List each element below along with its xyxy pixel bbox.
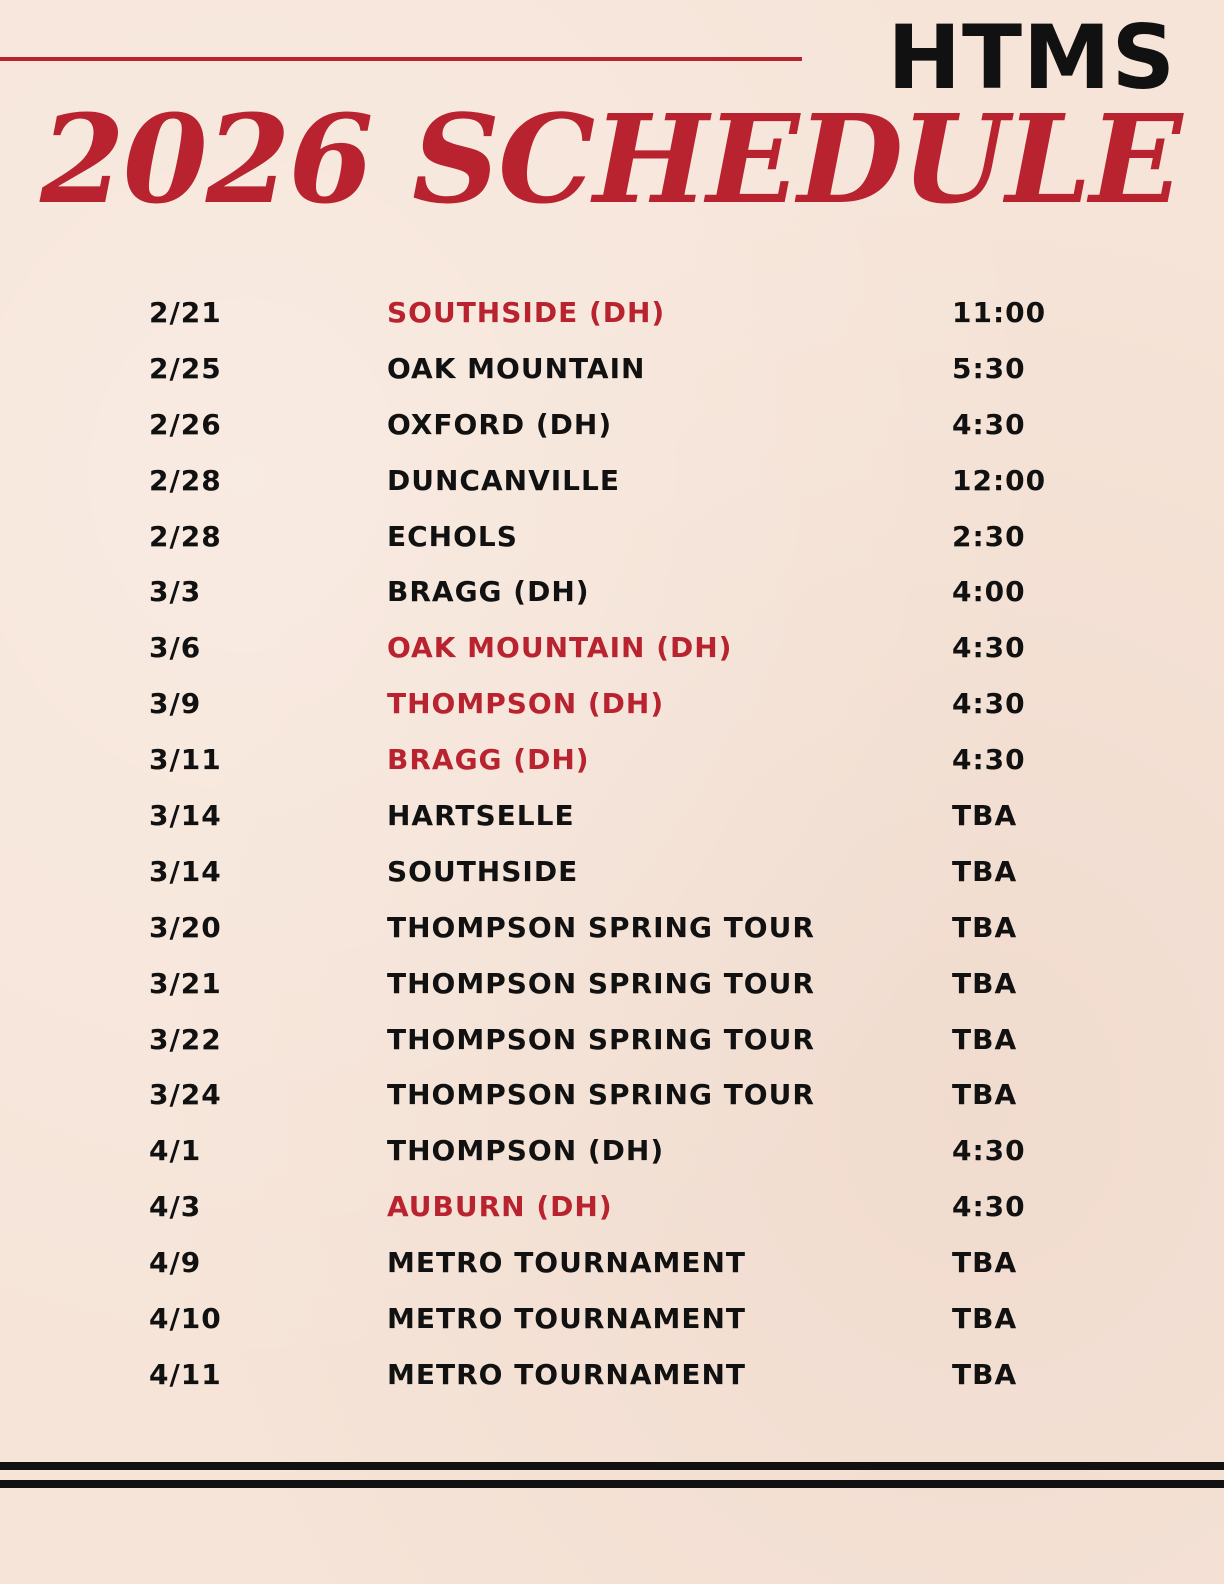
schedule-row <box>149 682 1089 738</box>
game-opponent: OAK MOUNTAIN <box>387 351 646 385</box>
schedule-row <box>149 1129 1089 1185</box>
game-time: TBA <box>952 854 1018 888</box>
schedule-row <box>149 626 1089 682</box>
game-date: 3/22 <box>149 1022 222 1056</box>
game-opponent: HARTSELLE <box>387 799 575 833</box>
game-date: 2/25 <box>149 351 222 385</box>
game-time: 4:30 <box>952 1134 1026 1168</box>
page-title: 2026 SCHEDULE <box>40 87 1181 231</box>
schedule-row <box>149 1185 1089 1241</box>
schedule-row <box>149 1241 1089 1297</box>
game-opponent: METRO TOURNAMENT <box>387 1302 747 1336</box>
game-time: 4:30 <box>952 687 1026 721</box>
schedule-row <box>149 515 1089 571</box>
game-time: TBA <box>952 1357 1018 1391</box>
game-opponent: AUBURN (DH) <box>387 1190 613 1224</box>
game-time: 4:30 <box>952 407 1026 441</box>
game-time: TBA <box>952 1302 1018 1336</box>
game-opponent: ECHOLS <box>387 519 518 553</box>
game-opponent: THOMPSON (DH) <box>387 687 665 721</box>
game-date: 3/11 <box>149 743 222 777</box>
schedule-row <box>149 1073 1089 1129</box>
game-date: 4/1 <box>149 1134 202 1168</box>
game-date: 2/28 <box>149 463 222 497</box>
game-time: 12:00 <box>952 463 1047 497</box>
game-date: 3/14 <box>149 799 222 833</box>
brand-name: HTMS <box>887 6 1176 109</box>
schedule-row <box>149 962 1089 1018</box>
game-opponent: THOMPSON SPRING TOUR <box>387 1078 815 1112</box>
game-time: TBA <box>952 1078 1018 1112</box>
game-date: 3/14 <box>149 854 222 888</box>
bottom-rule-upper <box>0 1462 1224 1470</box>
game-opponent: METRO TOURNAMENT <box>387 1357 747 1391</box>
schedule-list <box>149 291 1089 1409</box>
schedule-row <box>149 403 1089 459</box>
game-opponent: THOMPSON SPRING TOUR <box>387 910 815 944</box>
game-opponent: THOMPSON SPRING TOUR <box>387 966 815 1000</box>
game-time: TBA <box>952 799 1018 833</box>
schedule-row <box>149 850 1089 906</box>
game-date: 3/9 <box>149 687 202 721</box>
schedule-row <box>149 570 1089 626</box>
game-date: 4/10 <box>149 1302 222 1336</box>
game-date: 3/24 <box>149 1078 222 1112</box>
game-date: 2/28 <box>149 519 222 553</box>
game-time: 4:00 <box>952 575 1026 609</box>
schedule-row <box>149 1353 1089 1409</box>
game-date: 3/20 <box>149 910 222 944</box>
game-time: 2:30 <box>952 519 1026 553</box>
game-time: TBA <box>952 966 1018 1000</box>
game-time: TBA <box>952 910 1018 944</box>
schedule-row <box>149 1297 1089 1353</box>
game-opponent: METRO TOURNAMENT <box>387 1246 747 1280</box>
game-opponent: SOUTHSIDE <box>387 854 579 888</box>
game-opponent: DUNCANVILLE <box>387 463 620 497</box>
game-opponent: OAK MOUNTAIN (DH) <box>387 631 733 665</box>
top-rule <box>0 57 802 61</box>
schedule-row <box>149 1018 1089 1074</box>
game-date: 3/21 <box>149 966 222 1000</box>
game-opponent: BRAGG (DH) <box>387 575 590 609</box>
bottom-rule-lower <box>0 1480 1224 1488</box>
game-opponent: BRAGG (DH) <box>387 743 590 777</box>
game-date: 3/3 <box>149 575 202 609</box>
game-date: 3/6 <box>149 631 202 665</box>
schedule-row <box>149 906 1089 962</box>
game-date: 4/11 <box>149 1357 222 1391</box>
schedule-row <box>149 347 1089 403</box>
game-date: 4/9 <box>149 1246 202 1280</box>
schedule-row <box>149 794 1089 850</box>
game-date: 2/26 <box>149 407 222 441</box>
game-date: 2/21 <box>149 296 222 329</box>
game-date: 4/3 <box>149 1190 202 1224</box>
game-opponent: OXFORD (DH) <box>387 407 613 441</box>
game-time: 4:30 <box>952 743 1026 777</box>
game-opponent: SOUTHSIDE (DH) <box>387 296 666 329</box>
game-time: 11:00 <box>952 296 1047 329</box>
game-time: TBA <box>952 1022 1018 1056</box>
game-opponent: THOMPSON (DH) <box>387 1134 665 1168</box>
game-time: 4:30 <box>952 631 1026 665</box>
schedule-row <box>149 738 1089 794</box>
schedule-row <box>149 291 1089 347</box>
schedule-row <box>149 459 1089 515</box>
game-time: 5:30 <box>952 351 1026 385</box>
game-time: TBA <box>952 1246 1018 1280</box>
game-time: 4:30 <box>952 1190 1026 1224</box>
game-opponent: THOMPSON SPRING TOUR <box>387 1022 815 1056</box>
